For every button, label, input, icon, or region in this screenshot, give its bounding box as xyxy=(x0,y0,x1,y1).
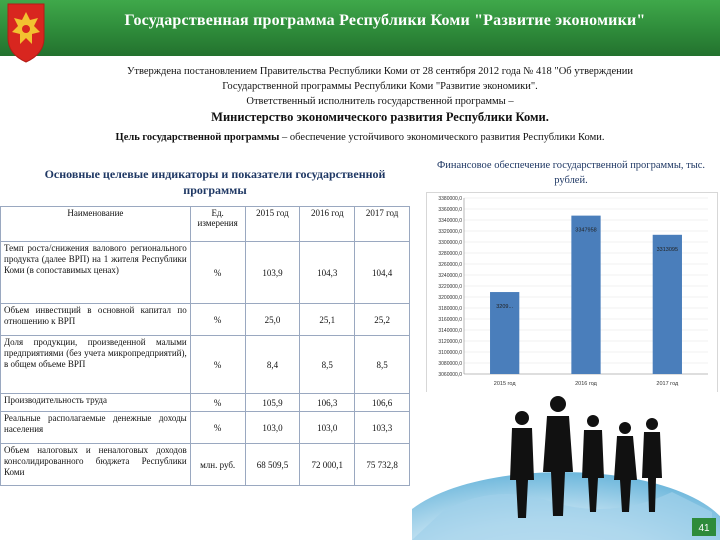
table-header-row xyxy=(1,207,410,242)
goal-label: Цель государственной программы xyxy=(115,132,280,143)
header-bar xyxy=(0,0,720,56)
indicator-unit: % xyxy=(190,412,245,444)
indicator-unit: % xyxy=(190,336,245,394)
y-tick-label: 3060000,0 xyxy=(438,372,462,378)
business-people-globe-illustration xyxy=(412,392,720,540)
y-tick-label: 3080000,0 xyxy=(438,361,462,367)
page-number: 41 xyxy=(698,523,710,534)
y-tick-label: 3280000,0 xyxy=(438,251,462,257)
y-tick-label: 3200000,0 xyxy=(438,295,462,301)
value-2015: 25,0 xyxy=(245,304,300,336)
bar-value-label: 3313095 xyxy=(656,246,679,253)
financing-bar-chart xyxy=(426,192,716,392)
indicator-name: Темп роста/снижения валового регионального продукта (далее ВРП) на 1 жителя Республики Коми (в сопоставимых ценах) xyxy=(1,242,191,304)
y-tick-label: 3260000,0 xyxy=(438,262,462,268)
indicator-name: Реальные располагаемые денежные доходы населения xyxy=(1,412,191,444)
value-2015: 8,4 xyxy=(245,336,300,394)
table-row xyxy=(1,242,410,304)
indicator-unit: % xyxy=(190,242,245,304)
value-2017: 104,4 xyxy=(355,242,410,304)
header-2015: 2015 год xyxy=(245,207,300,242)
value-2016: 72 000,1 xyxy=(300,444,355,486)
bar-value-label: 3347958 xyxy=(575,227,597,234)
y-tick-label: 3360000,0 xyxy=(438,207,462,213)
table-row xyxy=(1,444,410,486)
intro-line-2: Государственной программы Республики Коми "Развитие экономики". xyxy=(222,81,538,92)
table-row xyxy=(1,304,410,336)
indicator-name: Объем налоговых и неналоговых доходов консолидированного бюджета Республики Коми xyxy=(1,444,191,486)
value-2015: 68 509,5 xyxy=(245,444,300,486)
value-2017: 8,5 xyxy=(355,336,410,394)
value-2016: 8,5 xyxy=(300,336,355,394)
intro-line-3: Ответственный исполнитель государственной программы – xyxy=(246,96,514,107)
y-tick-label: 3120000,0 xyxy=(438,339,462,345)
value-2017: 25,2 xyxy=(355,304,410,336)
y-tick-label: 3100000,0 xyxy=(438,350,462,356)
bar-value-label: 3209... xyxy=(496,304,514,311)
y-tick-label: 3160000,0 xyxy=(438,317,462,323)
indicator-unit: % xyxy=(190,394,245,412)
indicator-unit: % xyxy=(190,304,245,336)
x-category-label: 2017 год xyxy=(656,381,679,387)
goal-text: – обеспечение устойчивого экономического развития Республики Коми. xyxy=(279,132,605,143)
indicator-name: Производительность труда xyxy=(1,394,191,412)
program-intro xyxy=(60,64,700,126)
value-2016: 25,1 xyxy=(300,304,355,336)
financing-chart xyxy=(426,192,716,392)
bar xyxy=(653,235,682,374)
value-2017: 75 732,8 xyxy=(355,444,410,486)
header-2017: 2017 год xyxy=(355,207,410,242)
table-row xyxy=(1,394,410,412)
y-tick-label: 3380000,0 xyxy=(438,196,462,202)
value-2017: 106,6 xyxy=(355,394,410,412)
value-2016: 104,3 xyxy=(300,242,355,304)
indicators-table xyxy=(0,206,410,486)
y-tick-label: 3140000,0 xyxy=(438,328,462,334)
ministry-name: Министерство экономического развития Республики Коми. xyxy=(211,110,549,124)
financing-title: Финансовое обеспечение государственной программы, тыс. рублей. xyxy=(436,160,706,186)
header-unit: Ед. измерения xyxy=(190,207,245,242)
bar xyxy=(571,216,600,374)
page-number-badge xyxy=(692,518,716,536)
table-row xyxy=(1,336,410,394)
x-category-label: 2016 год xyxy=(575,381,597,387)
indicator-name: Объем инвестиций в основной капитал по отношению к ВРП xyxy=(1,304,191,336)
intro-line-1: Утверждена постановлением Правительства Республики Коми от 28 сентября 2012 года № 418 "Об утверждении xyxy=(126,66,634,77)
header-2016: 2016 год xyxy=(300,207,355,242)
table-row xyxy=(1,412,410,444)
value-2015: 103,0 xyxy=(245,412,300,444)
y-tick-label: 3220000,0 xyxy=(438,284,462,290)
indicators-title: Основные целевые индикаторы и показатели государственной программы xyxy=(44,167,386,197)
page-title: Государственная программа Республики Коми "Развитие экономики" xyxy=(124,12,646,29)
indicator-name: Доля продукции, произведенной малыми предприятиями (без учета микропредприятий), в общем объеме ВРП xyxy=(1,336,191,394)
program-goal xyxy=(20,132,700,143)
header-name: Наименование xyxy=(1,207,191,242)
x-category-label: 2015 год xyxy=(493,381,516,387)
y-tick-label: 3300000,0 xyxy=(438,240,462,246)
value-2016: 106,3 xyxy=(300,394,355,412)
value-2017: 103,3 xyxy=(355,412,410,444)
indicator-unit: млн. руб. xyxy=(190,444,245,486)
y-tick-label: 3240000,0 xyxy=(438,273,462,279)
y-tick-label: 3180000,0 xyxy=(438,306,462,312)
value-2015: 103,9 xyxy=(245,242,300,304)
value-2016: 103,0 xyxy=(300,412,355,444)
y-tick-label: 3320000,0 xyxy=(438,229,462,235)
y-tick-label: 3340000,0 xyxy=(438,218,462,224)
value-2015: 105,9 xyxy=(245,394,300,412)
coat-of-arms-icon xyxy=(4,2,48,64)
